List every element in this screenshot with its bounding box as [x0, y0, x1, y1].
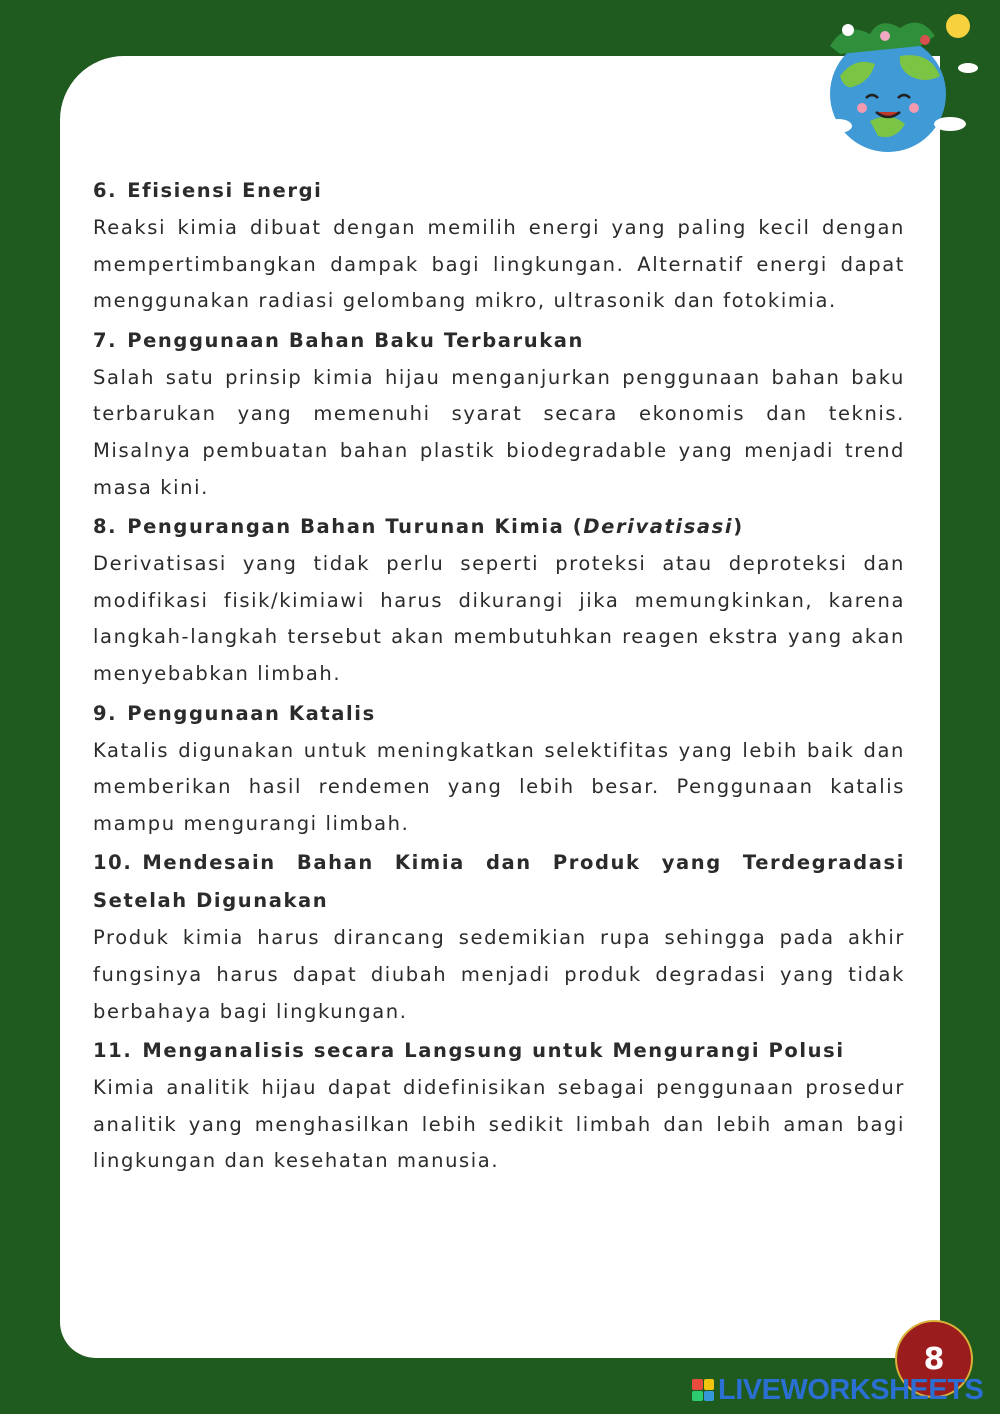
section-body: Salah satu prinsip kimia hijau menganjurkan penggunaan bahan baku terbarukan yang memenuhi syarat secara ekonomis dan teknis. Misalnya pembuatan bahan plastik biodegradable yang menjadi trend masa kini. — [93, 365, 905, 499]
watermark-text: LIVEWORKSHEETS — [718, 1373, 984, 1406]
section-number: 9. — [93, 701, 118, 725]
section-10 — [93, 844, 905, 1030]
section-title: Efisiensi Energi — [127, 179, 323, 202]
page-number-badge: 8 — [895, 1320, 973, 1398]
section-number: 10. — [93, 851, 133, 875]
section-heading — [93, 1032, 905, 1070]
section-number: 7. — [93, 328, 118, 352]
section-7 — [93, 322, 905, 506]
section-body: Reaksi kimia dibuat dengan memilih energi yang paling kecil dengan mempertimbangkan dampak bagi lingkungan. Alternatif energi dapat menggunakan radiasi gelombang mikro, ultrasonik dan fotokimia. — [93, 216, 905, 313]
section-body: Katalis digunakan untuk meningkatkan selektifitas yang lebih baik dan memberikan hasil rendemen yang lebih besar. Penggunaan katalis mampu mengurangi limbah. — [93, 738, 905, 835]
section-heading — [93, 508, 905, 546]
section-heading — [93, 322, 905, 360]
section-9 — [93, 695, 905, 843]
section-heading — [93, 844, 905, 920]
section-heading — [93, 172, 905, 210]
section-heading — [93, 695, 905, 733]
liveworksheets-logo-icon — [692, 1379, 714, 1401]
section-title: Penggunaan Katalis — [127, 701, 376, 725]
smiling-earth-icon — [800, 6, 980, 156]
section-title-italic: Derivatisasi — [583, 515, 734, 539]
section-title: Mendesain Bahan Kimia dan Produk yang Terdegradasi Setelah Digunakan — [93, 851, 905, 913]
section-6 — [93, 172, 905, 320]
section-body: Kimia analitik hijau dapat didefinisikan sebagai penggunaan prosedur analitik yang menghasilkan lebih sedikit limbah dan lebih aman bagi lingkungan dan kesehatan manusia. — [93, 1076, 905, 1173]
section-8 — [93, 508, 905, 692]
section-title-close: ) — [733, 515, 744, 539]
section-11 — [93, 1032, 905, 1180]
liveworksheets-watermark — [692, 1373, 984, 1406]
section-body: Derivatisasi yang tidak perlu seperti proteksi atau deproteksi dan modifikasi fisik/kimiawi harus dikurangi jika memungkinkan, karena langkah-langkah tersebut akan membutuhkan reagen ekstra yang akan menyebabkan limbah. — [93, 552, 905, 685]
section-number: 6. — [93, 179, 118, 202]
section-number: 8. — [93, 515, 118, 539]
section-title: Menganalisis secara Langsung untuk Mengurangi Polusi — [142, 1039, 845, 1063]
section-title: Pengurangan Bahan Turunan Kimia ( — [127, 515, 584, 539]
section-number: 11. — [93, 1039, 133, 1063]
section-title: Penggunaan Bahan Baku Terbarukan — [127, 328, 585, 352]
section-body: Produk kimia harus dirancang sedemikian rupa sehingga pada akhir fungsinya harus dapat diubah menjadi produk degradasi yang tidak berbahaya bagi lingkungan. — [93, 926, 905, 1023]
document-body — [93, 172, 905, 1182]
